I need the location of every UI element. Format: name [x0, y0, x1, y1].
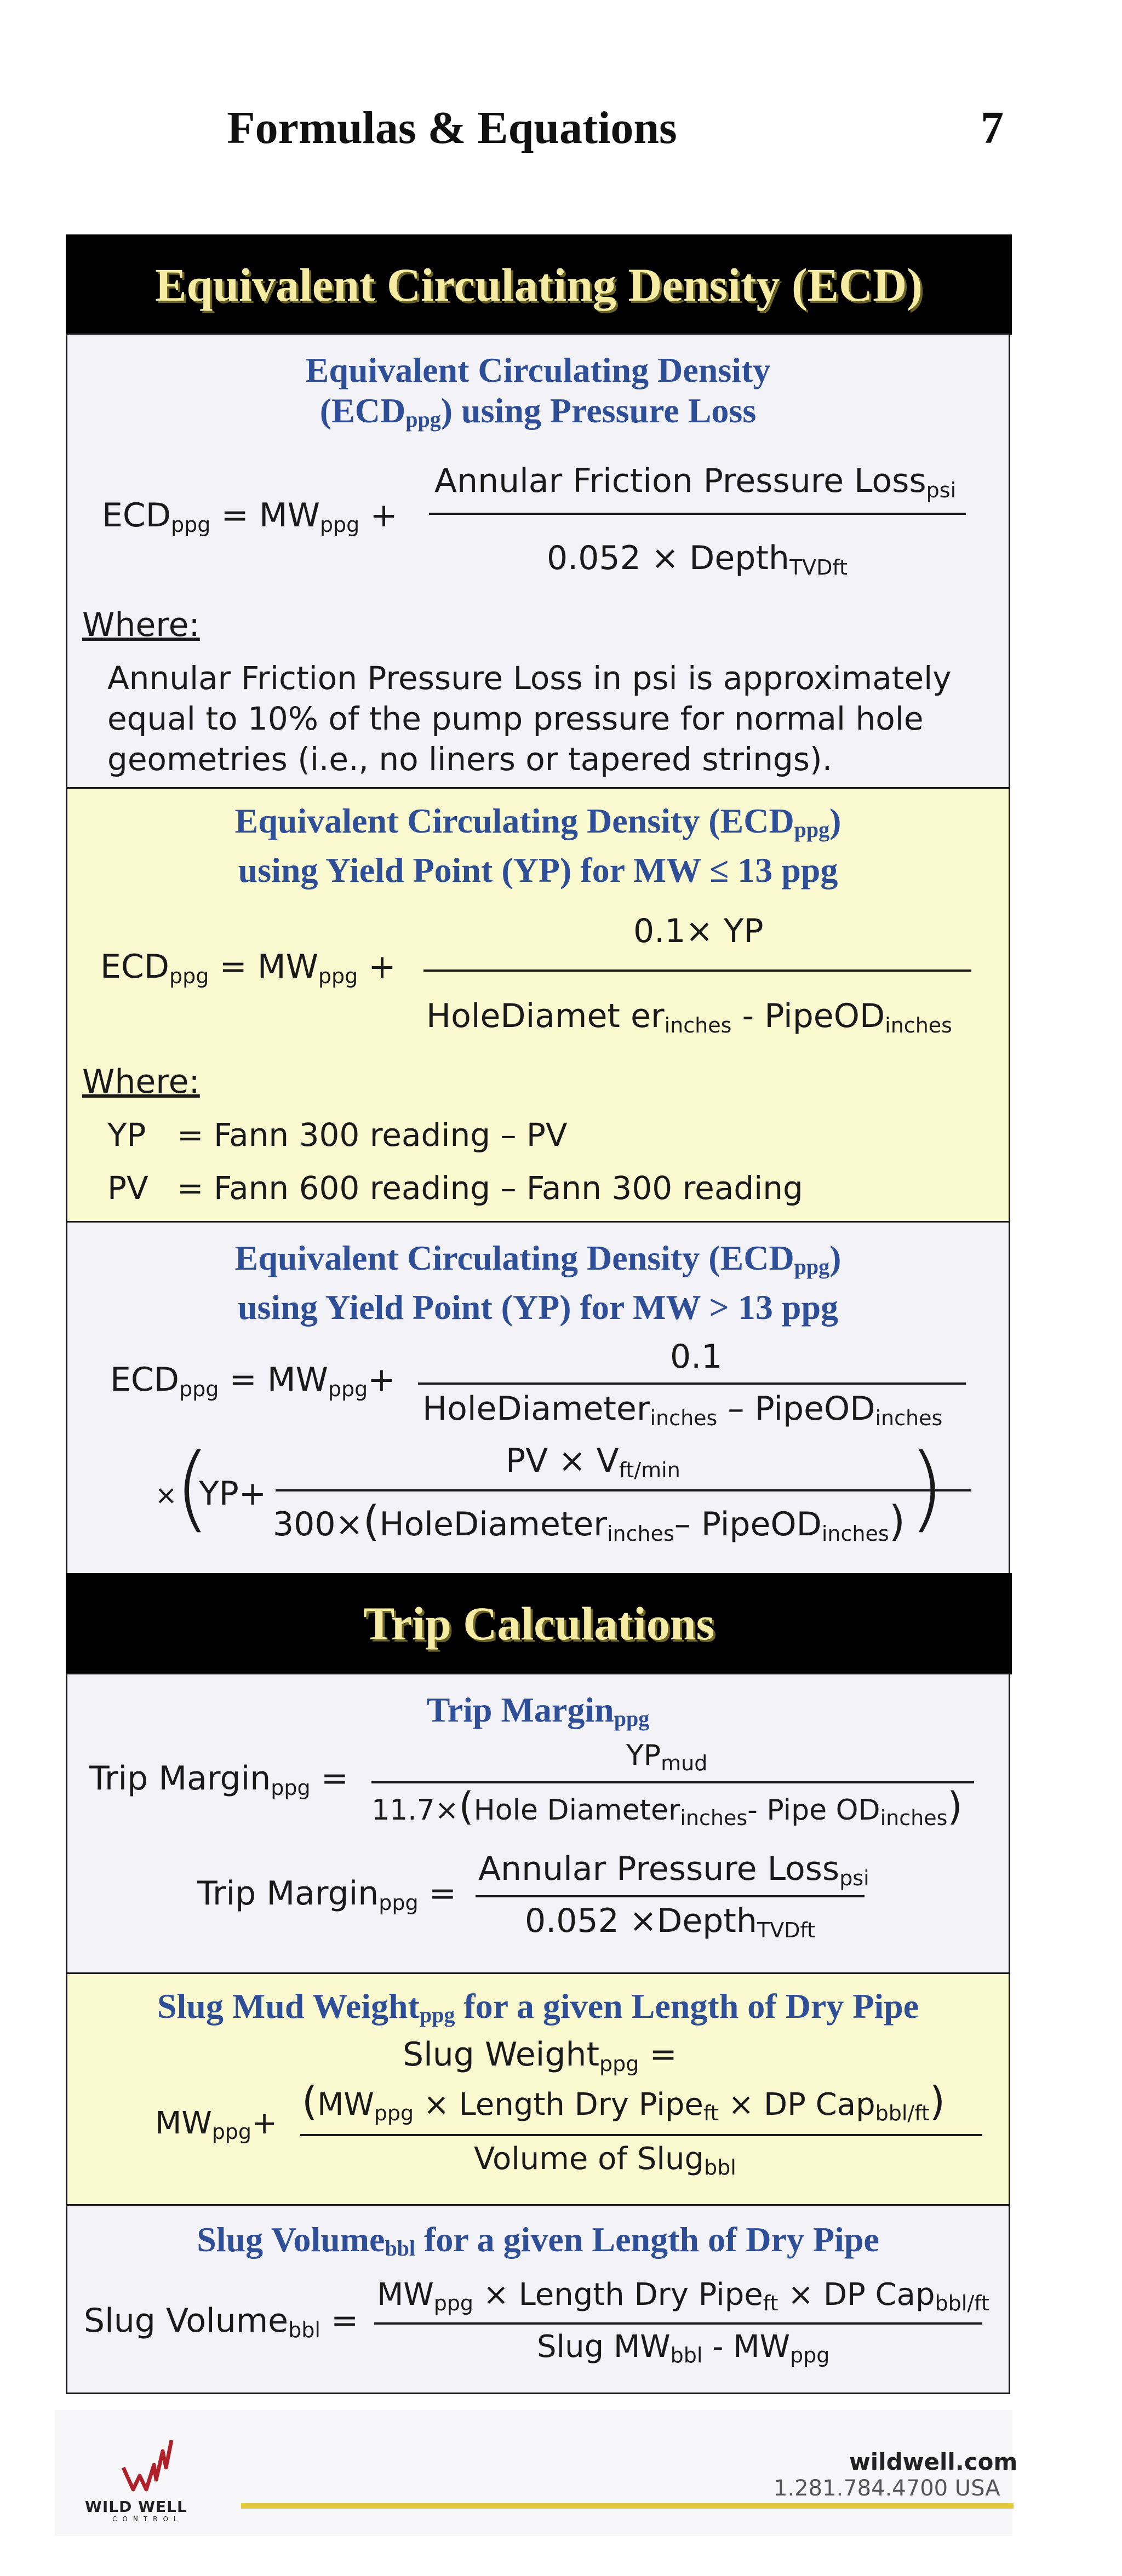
pv-definition: = Fann 600 reading – Fann 300 reading	[177, 1169, 803, 1207]
fraction-bar	[423, 969, 971, 972]
fraction-numerator: 0.1× YP	[633, 912, 764, 950]
yp-definition: = Fann 300 reading – PV	[177, 1116, 568, 1154]
ecd-yp-low-mw-section	[66, 787, 1010, 1223]
logo-text: WILD WELL	[85, 2498, 187, 2516]
slug-mud-weight-section	[66, 1972, 1010, 2206]
inner-fraction-bar	[276, 1489, 971, 1491]
fraction-denominator: 11.7×(Hole Diameter$_{inches}$- Pipe $OD_{inches}$)	[371, 1784, 963, 1830]
trip-margin-section	[66, 1673, 1010, 1974]
fraction-numerator: Annular Friction Pressure Loss$_{psi}$	[434, 462, 957, 502]
multiply-sign: ×	[155, 1480, 178, 1511]
slug-weight-label: Slug Weight$_{ppg}$ =	[403, 2035, 677, 2076]
ecd-banner	[66, 234, 1012, 335]
fraction-denominator: 0.052 × Depth$_{TVDft}$	[547, 539, 848, 580]
fraction-bar	[418, 1382, 966, 1385]
where-label: Where:	[82, 606, 200, 644]
ecd-lhs: $ECD_{ppg} = MW_{ppg}+$	[110, 1361, 396, 1401]
section-heading: Equivalent Circulating Density $(ECD_{ppg})$ using Yield Point (YP) for MW ≤ 13 ppg	[234, 801, 842, 890]
fraction-denominator-2: 0.052 ×Depth$_{TVDft}$	[525, 1902, 815, 1942]
ecd-pressure-loss-section	[66, 333, 1010, 789]
yp-symbol: YP	[107, 1116, 146, 1154]
fraction-numerator-2: Annular Pressure Loss$_{psi}$	[478, 1850, 869, 1890]
wild-well-logo-icon	[118, 2435, 178, 2498]
inner-numerator: PV × $V_{ft/min}$	[506, 1442, 680, 1482]
fraction-denominator: Slug $MW_{bbl} - MW_{ppg}$	[537, 2329, 830, 2367]
fraction-bar-2	[476, 1895, 865, 1897]
section-heading: Trip Margin$_{ppg}$	[426, 1690, 650, 1731]
pv-symbol: PV	[107, 1169, 148, 1207]
fraction-numerator: $MW_{ppg}$ × Length Dry Pipe$_{ft}$ × DP Cap$_{bbl/ft}$	[377, 2277, 989, 2315]
trip-margin-lhs-2: Trip Margin$_{ppg}$ =	[197, 1874, 456, 1915]
section-heading: Slug Volume$_{bbl}$ for a given Length of Dry Pipe	[197, 2220, 879, 2261]
ecd-yp-high-mw-section	[66, 1221, 1010, 1575]
ecd-lhs: $ECD_{ppg} = MW_{ppg}$ +	[100, 948, 396, 988]
ecd-lhs: $ECD_{ppg} = MW_{ppg}$ +	[102, 496, 398, 537]
fraction-denominator: HoleDiameter$_{inches}$ – PipeOD$_{inches}$	[422, 1390, 943, 1430]
footer-accent-line	[241, 2503, 1014, 2509]
fraction-bar	[371, 1781, 974, 1783]
fraction-numerator: $YP_{mud}$	[626, 1739, 708, 1775]
fraction-bar	[429, 513, 966, 515]
logo-subtext: CONTROL	[112, 2515, 183, 2523]
trip-banner-title: Trip Calculations	[363, 1597, 715, 1650]
note-text: Annular Friction Pressure Loss in psi is approximately equal to 10% of the pump pressure for normal hole geometries (i.e., no liners or tapered strings).	[107, 659, 952, 778]
section-heading: Slug Mud Weight$_{ppg}$ for a given Length of Dry Pipe	[157, 1987, 919, 2027]
left-paren: (	[174, 1434, 211, 1542]
slug-volume-lhs: Slug Volume$_{bbl}$ =	[84, 2302, 359, 2342]
mw-term: $MW_{ppg}+$	[155, 2105, 277, 2144]
slug-volume-section	[66, 2204, 1010, 2394]
fraction-denominator: Volume of Slug$_{bbl}$	[474, 2141, 736, 2179]
footer-phone: 1.281.784.4700 USA	[774, 2476, 1000, 2501]
fraction-numerator: 0.1	[670, 1338, 723, 1376]
trip-banner	[66, 1573, 1012, 1674]
right-paren: )	[908, 1434, 945, 1542]
fraction-bar	[300, 2134, 982, 2136]
fraction-denominator: HoleDiamet $er_{inches}$ - PipeOD$_{inches}$	[426, 997, 952, 1037]
yp-term: YP+	[199, 1475, 267, 1513]
fraction-bar	[374, 2322, 982, 2325]
page-number: 7	[981, 102, 1004, 153]
where-label: Where:	[82, 1063, 200, 1101]
section-heading: Equivalent Circulating Density $(ECD_{ppg})$ using Pressure Loss	[305, 351, 771, 432]
inner-denominator: 300×(HoleDiameter$_{inches}$– PipeOD$_{inches}$)	[273, 1496, 906, 1546]
footer-website[interactable]: wildwell.com	[849, 2448, 1018, 2475]
fraction-numerator: ($MW_{ppg}$ × Length Dry Pipe$_{ft}$ × DP Cap$_{bbl/ft}$)	[302, 2078, 945, 2125]
trip-margin-lhs: Trip Margin$_{ppg}$ =	[89, 1759, 348, 1800]
ecd-banner-title: Equivalent Circulating Density (ECD)	[155, 259, 923, 311]
section-heading: Equivalent Circulating Density $(ECD_{ppg})$ using Yield Point (YP) for MW > 13 ppg	[234, 1238, 842, 1327]
page-title: Formulas & Equations	[227, 102, 677, 153]
